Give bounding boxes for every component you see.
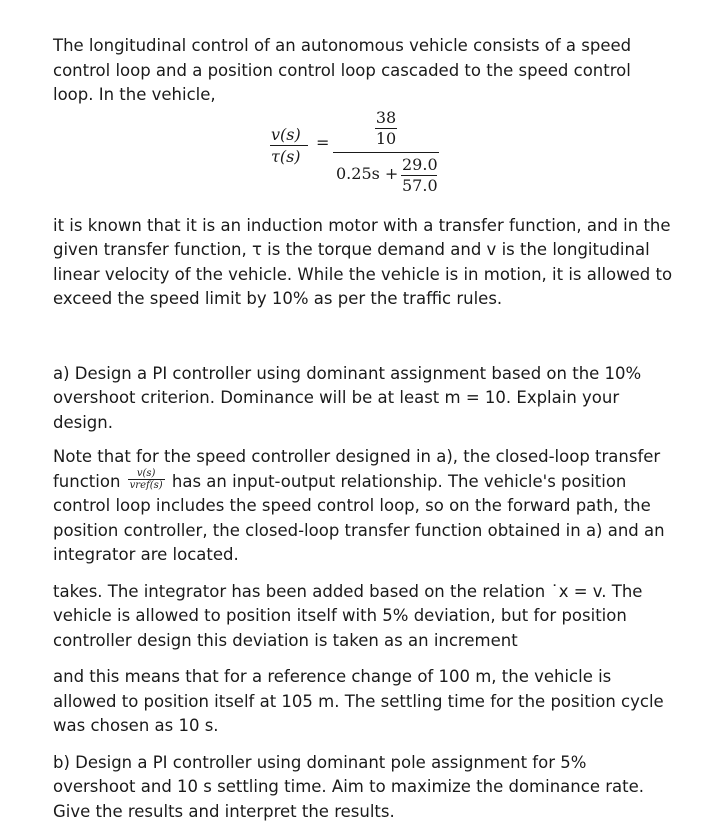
- paragraph-spacer: [53, 739, 673, 751]
- equation-denominator-term: 0.25s +: [336, 165, 398, 183]
- transfer-function-equation: [53, 112, 673, 208]
- equation-numerator-bottom: 10: [375, 129, 397, 149]
- equation-main-fraction-bar: [333, 152, 439, 153]
- motor-description-paragraph: it is known that it is an induction motor with a transfer function, and in the given transfer function, τ is the torque demand and v is the longitudinal linear velocity of the vehicle. While the vehicle is in motion, it is allowed to exceed the speed limit by 10% as per the traffic rules.: [53, 214, 673, 312]
- part-a-paragraph: a) Design a PI controller using dominant assignment based on the 10% overshoot criterion. Dominance will be at least m = 10. Explain your design.: [53, 362, 673, 436]
- intro-paragraph: The longitudinal control of an autonomous vehicle consists of a speed control loop and a position control loop cascaded to the speed control loop. In the vehicle,: [53, 34, 673, 108]
- note-text-before: Note that for the speed controller designed in a), the closed-loop transfer function: [53, 447, 660, 491]
- equation-numerator-top: 38: [375, 108, 397, 128]
- equation-denominator-fraction-denominator: 57.0: [402, 177, 438, 195]
- inline-fraction-denominator: vref(s): [128, 480, 165, 491]
- reference-change-paragraph: and this means that for a reference change of 100 m, the vehicle is allowed to position itself at 105 m. The settling time for the position cycle was chosen as 10 s.: [53, 665, 673, 739]
- equation-lhs-numerator: v(s): [271, 126, 301, 144]
- paragraph-spacer: [53, 312, 673, 362]
- inline-fraction-numerator: v(s): [128, 468, 165, 479]
- note-paragraph: [53, 445, 673, 568]
- equation-denominator-fraction-numerator: 29.0: [402, 156, 438, 174]
- integrator-paragraph: takes. The integrator has been added based on the relation ˙x = v. The vehicle is allowed to position itself with 5% deviation, but for position controller design this deviation is taken as an increment: [53, 580, 673, 654]
- document-page: [53, 34, 673, 824]
- note-text-after: has an input-output relationship. The vehicle's position control loop includes the speed control loop, so on the forward path, the position controller, the closed-loop transfer function obtained in a) and an integrator are located.: [53, 472, 665, 565]
- paragraph-spacer: [53, 653, 673, 665]
- equation-rhs-numerator: [375, 108, 397, 149]
- paragraph-spacer: [53, 435, 673, 445]
- equation-lhs-denominator: τ(s): [271, 148, 301, 166]
- inline-fraction: [128, 468, 165, 491]
- part-b-paragraph: b) Design a PI controller using dominant pole assignment for 5% overshoot and 10 s settling time. Aim to maximize the dominance rate. Give the results and interpret the results.: [53, 751, 673, 824]
- equation-lhs-fraction-bar: [270, 145, 308, 146]
- paragraph-spacer: [53, 568, 673, 580]
- equation-equals-sign: =: [316, 134, 329, 152]
